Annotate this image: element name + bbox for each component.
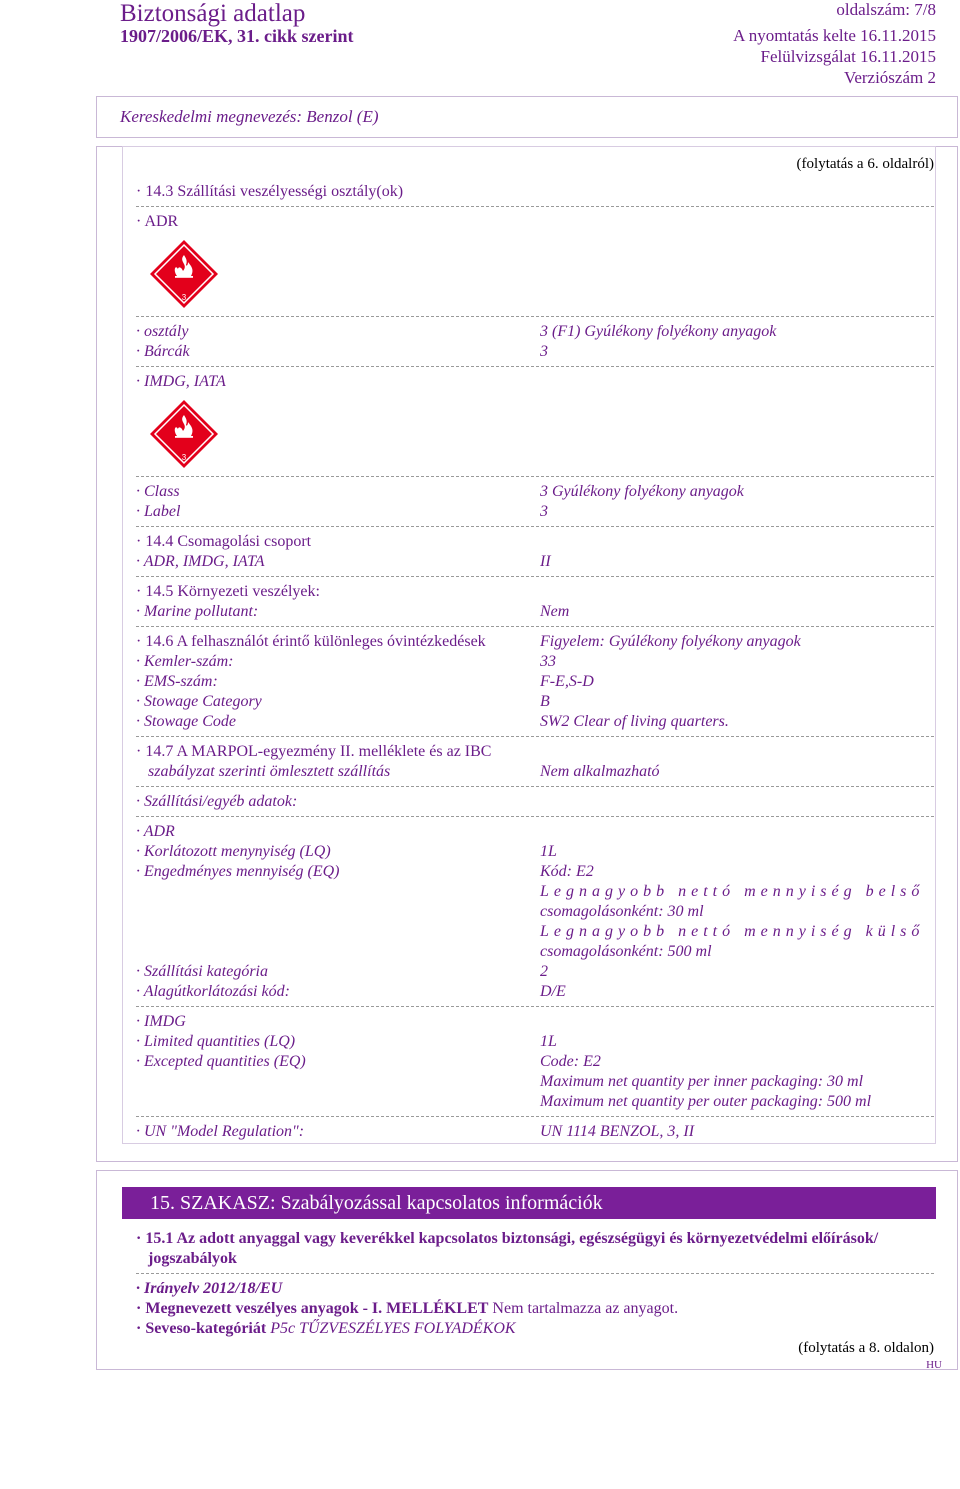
directive-reference: · Irányelv 2012/18/EU bbox=[136, 1280, 283, 1297]
excepted-quantity-code: Kód: E2 bbox=[540, 863, 594, 880]
section-14-7-value: Nem alkalmazható bbox=[540, 763, 660, 780]
flammable-hazard-diamond-imdg bbox=[148, 398, 220, 470]
diamond-class-number: 3 bbox=[181, 293, 187, 302]
barcak-label: · Bárcák bbox=[136, 343, 190, 360]
un-model-regulation-value: UN 1114 BENZOL, 3, II bbox=[540, 1123, 695, 1140]
section-15-heading-bar: 15. SZAKASZ: Szabályozással kapcsolatos információk bbox=[122, 1187, 936, 1219]
kemler-label: · Kemler-szám: bbox=[136, 653, 234, 670]
stowage-code-label: · Stowage Code bbox=[136, 713, 236, 730]
section-14-7-heading: · 14.7 A MARPOL-egyezmény II. melléklete és az IBC bbox=[136, 743, 492, 760]
annex-line bbox=[136, 1300, 678, 1318]
section-15-1-heading: · 15.1 Az adott anyaggal vagy keverékkel kapcsolatos biztonsági, egészségügyi és környezetvédelmi előírások/ bbox=[136, 1230, 879, 1247]
marine-pollutant-value: Nem bbox=[540, 603, 570, 620]
eq-inner-line2: csomagolásonként: 30 ml bbox=[540, 903, 704, 920]
separator bbox=[136, 1006, 934, 1007]
imdg-limited-quantities-label: · Limited quantities (LQ) bbox=[136, 1033, 296, 1050]
imdg-eq-outer: Maximum net quantity per outer packaging: 500 ml bbox=[540, 1093, 872, 1110]
annex-value: Nem tartalmazza az anyagot. bbox=[492, 1300, 679, 1317]
separator bbox=[136, 1116, 934, 1117]
separator bbox=[136, 576, 934, 577]
diamond-class-number: 3 bbox=[181, 453, 187, 462]
print-date: A nyomtatás kelte 16.11.2015 bbox=[733, 26, 936, 45]
excepted-quantity-label: · Engedményes mennyiség (EQ) bbox=[136, 863, 340, 880]
imdg-excepted-quantities-code: Code: E2 bbox=[540, 1053, 601, 1070]
tunnel-code-label: · Alagútkorlátozási kód: bbox=[136, 983, 290, 1000]
transport-adr-heading: · ADR bbox=[136, 823, 175, 840]
section-14-4-heading: · 14.4 Csomagolási csoport bbox=[136, 533, 312, 550]
eq-outer-line1: Legnagyobb nettó mennyiség külső bbox=[540, 923, 925, 940]
imdg-excepted-quantities-label: · Excepted quantities (EQ) bbox=[136, 1053, 306, 1070]
barcak-value: 3 bbox=[540, 343, 548, 360]
seveso-line bbox=[136, 1320, 516, 1338]
continued-from-note: (folytatás a 6. oldalról) bbox=[796, 156, 934, 172]
imdg-iata-heading: · IMDG, IATA bbox=[136, 373, 226, 390]
stowage-category-value: B bbox=[540, 693, 550, 710]
separator bbox=[136, 476, 934, 477]
separator bbox=[136, 816, 934, 817]
separator bbox=[136, 526, 934, 527]
section-14-3-heading: · 14.3 Szállítási veszélyességi osztály(ok) bbox=[136, 183, 404, 200]
transport-category-value: 2 bbox=[540, 963, 548, 980]
regulation-reference: 1907/2006/EK, 31. cikk szerint bbox=[120, 26, 354, 46]
class-value: 3 (F1) Gyúlékony folyékony anyagok bbox=[540, 323, 777, 340]
ems-label: · EMS-szám: bbox=[136, 673, 218, 690]
un-model-regulation-label: · UN "Model Regulation": bbox=[136, 1123, 305, 1140]
transport-other-heading: · Szállítási/egyéb adatok: bbox=[136, 793, 298, 810]
class-label: · osztály bbox=[136, 323, 189, 340]
marine-pollutant-label: · Marine pollutant: bbox=[136, 603, 259, 620]
packing-group-value: II bbox=[540, 553, 551, 570]
language-code: HU bbox=[926, 1359, 942, 1371]
imdg-limited-quantities-value: 1L bbox=[540, 1033, 557, 1050]
section-14-5-heading: · 14.5 Környezeti veszélyek: bbox=[136, 583, 320, 600]
class-en-label: · Class bbox=[136, 483, 180, 500]
imdg-heading: · IMDG bbox=[136, 1013, 186, 1030]
separator bbox=[136, 206, 934, 207]
tunnel-code-value: D/E bbox=[540, 983, 566, 1000]
separator bbox=[136, 316, 934, 317]
eq-outer-line2: csomagolásonként: 500 ml bbox=[540, 943, 712, 960]
flammable-hazard-diamond-adr bbox=[148, 238, 220, 310]
revision-date: Felülvizsgálat 16.11.2015 bbox=[760, 47, 936, 66]
separator bbox=[136, 1273, 934, 1274]
page-number: oldalszám: 7/8 bbox=[836, 0, 936, 19]
section-14-7-heading-cont: szabályzat szerinti ömlesztett szállítás bbox=[148, 763, 391, 780]
section-14-6-heading: · 14.6 A felhasználót érintő különleges óvintézkedések bbox=[136, 633, 486, 650]
kemler-value: 33 bbox=[540, 653, 556, 670]
product-name: Kereskedelmi megnevezés: Benzol (E) bbox=[120, 107, 379, 126]
packing-group-label: · ADR, IMDG, IATA bbox=[136, 553, 265, 570]
separator bbox=[136, 626, 934, 627]
separator bbox=[136, 736, 934, 737]
limited-quantity-label: · Korlátozott menynyiség (LQ) bbox=[136, 843, 331, 860]
seveso-label: · Seveso-kategóriát bbox=[136, 1320, 267, 1337]
transport-category-label: · Szállítási kategória bbox=[136, 963, 268, 980]
product-name-box bbox=[96, 96, 958, 138]
stowage-code-value: SW2 Clear of living quarters. bbox=[540, 713, 729, 730]
label-en-label: · Label bbox=[136, 503, 181, 520]
ems-value: F-E,S-D bbox=[540, 673, 594, 690]
separator bbox=[136, 366, 934, 367]
section-14-6-warning: Figyelem: Gyúlékony folyékony anyagok bbox=[540, 633, 801, 650]
adr-heading: · ADR bbox=[136, 213, 179, 230]
limited-quantity-value: 1L bbox=[540, 843, 557, 860]
document-title: Biztonsági adatlap bbox=[120, 0, 306, 27]
stowage-category-label: · Stowage Category bbox=[136, 693, 262, 710]
class-en-value: 3 Gyúlékony folyékony anyagok bbox=[540, 483, 744, 500]
seveso-value: P5c TŰZVESZÉLYES FOLYADÉKOK bbox=[270, 1320, 516, 1337]
eq-inner-line1: Legnagyobb nettó mennyiség belső bbox=[540, 883, 925, 900]
separator bbox=[136, 786, 934, 787]
label-en-value: 3 bbox=[540, 503, 548, 520]
version-number: Verziószám 2 bbox=[843, 68, 936, 87]
annex-label: · Megnevezett veszélyes anyagok - I. MELLÉKLET bbox=[136, 1300, 489, 1317]
imdg-eq-inner: Maximum net quantity per inner packaging: 30 ml bbox=[540, 1073, 864, 1090]
continued-to-note: (folytatás a 8. oldalon) bbox=[798, 1340, 934, 1356]
section-15-1-heading-cont: jogszabályok bbox=[148, 1250, 237, 1267]
